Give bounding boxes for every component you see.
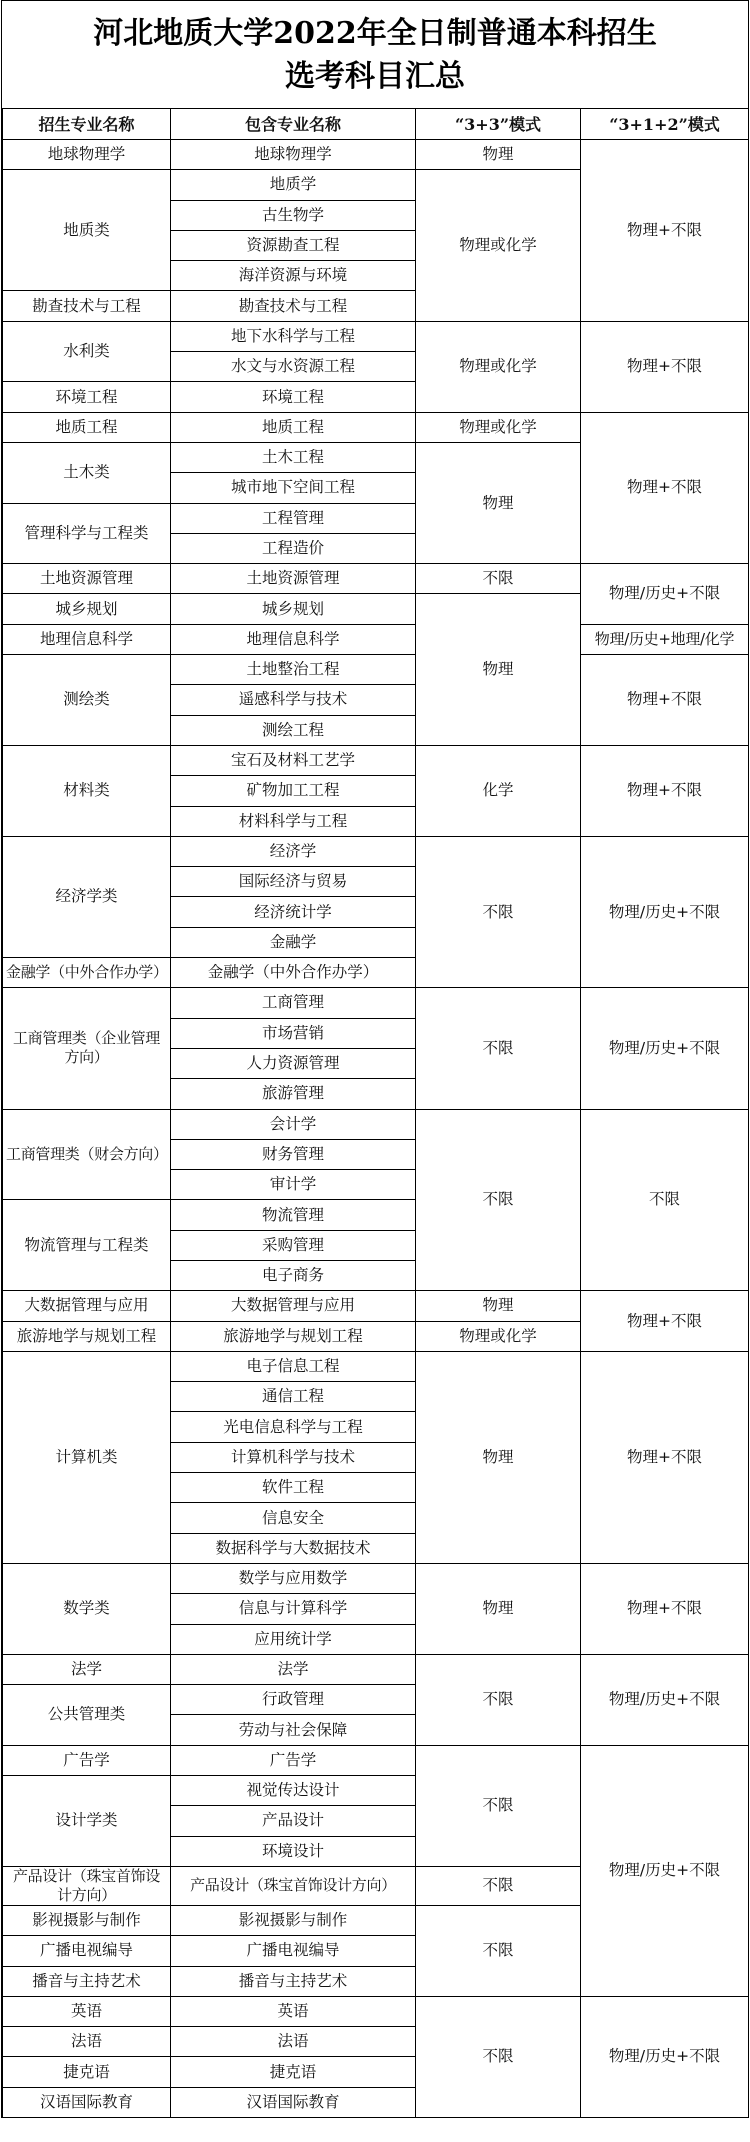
included-major-cell: 大数据管理与应用 (171, 1291, 416, 1321)
included-major-cell: 会计学 (171, 1109, 416, 1139)
enrollment-major-cell: 影视摄影与制作 (3, 1905, 171, 1935)
mode-3plus1plus2-cell: 物理/历史+不限 (581, 564, 749, 625)
enrollment-major-cell: 管理科学与工程类 (3, 503, 171, 564)
included-major-cell: 数据科学与大数据技术 (171, 1533, 416, 1563)
enrollment-major-cell: 土地资源管理 (3, 564, 171, 594)
enrollment-major-cell: 勘查技术与工程 (3, 291, 171, 321)
header-included-majors: 包含专业名称 (171, 109, 416, 140)
included-major-cell: 金融学 (171, 927, 416, 957)
enrollment-major-cell: 水利类 (3, 321, 171, 382)
enrollment-major-cell: 地球物理学 (3, 140, 171, 170)
mode-3plus1plus2-cell: 物理/历史+地理/化学 (581, 624, 749, 654)
mode-3plus3-cell: 不限 (416, 1996, 581, 2117)
mode-3plus3-cell: 不限 (416, 1866, 581, 1905)
mode-3plus1plus2-cell: 不限 (581, 1109, 749, 1291)
included-major-cell: 产品设计（珠宝首饰设计方向） (171, 1866, 416, 1905)
mode-3plus3-cell: 不限 (416, 564, 581, 594)
included-major-cell: 影视摄影与制作 (171, 1905, 416, 1935)
enrollment-major-cell: 工商管理类（财会方向） (3, 1109, 171, 1200)
table-row (3, 655, 749, 685)
mode-3plus3-cell: 物理或化学 (416, 412, 581, 442)
enrollment-major-cell: 广告学 (3, 1745, 171, 1775)
mode-3plus3-cell: 物理 (416, 442, 581, 563)
table-row (3, 988, 749, 1018)
enrollment-major-cell: 捷克语 (3, 2057, 171, 2087)
included-major-cell: 水文与水资源工程 (171, 352, 416, 382)
included-major-cell: 计算机科学与技术 (171, 1442, 416, 1472)
mode-3plus3-cell: 物理或化学 (416, 170, 581, 321)
included-major-cell: 英语 (171, 1996, 416, 2026)
table-row (3, 1563, 749, 1593)
table-row (3, 412, 749, 442)
included-major-cell: 工程管理 (171, 503, 416, 533)
enrollment-major-cell: 经济学类 (3, 836, 171, 957)
enrollment-major-cell: 公共管理类 (3, 1685, 171, 1746)
enrollment-major-cell: 环境工程 (3, 382, 171, 412)
included-major-cell: 环境设计 (171, 1836, 416, 1866)
mode-3plus3-cell: 物理 (416, 1563, 581, 1654)
included-major-cell: 财务管理 (171, 1139, 416, 1169)
included-major-cell: 市场营销 (171, 1018, 416, 1048)
mode-3plus1plus2-cell: 物理+不限 (581, 1351, 749, 1563)
mode-3plus1plus2-cell: 物理/历史+不限 (581, 988, 749, 1109)
table-row (3, 1654, 749, 1684)
enrollment-major-cell: 城乡规划 (3, 594, 171, 624)
table-row (3, 1291, 749, 1321)
included-major-cell: 土木工程 (171, 442, 416, 472)
title-line-1: 河北地质大学2022年全日制普通本科招生 (93, 15, 657, 51)
included-major-cell: 通信工程 (171, 1382, 416, 1412)
mode-3plus3-cell: 不限 (416, 1905, 581, 1996)
enrollment-major-cell: 金融学（中外合作办学） (3, 958, 171, 988)
included-major-cell: 海洋资源与环境 (171, 261, 416, 291)
mode-3plus3-cell: 物理 (416, 1351, 581, 1563)
included-major-cell: 视觉传达设计 (171, 1776, 416, 1806)
included-major-cell: 国际经济与贸易 (171, 867, 416, 897)
enrollment-major-cell: 旅游地学与规划工程 (3, 1321, 171, 1351)
mode-3plus1plus2-cell: 物理/历史+不限 (581, 1996, 749, 2117)
enrollment-major-cell: 汉语国际教育 (3, 2087, 171, 2117)
enrollment-major-cell: 地质类 (3, 170, 171, 291)
enrollment-major-cell: 土木类 (3, 442, 171, 503)
included-major-cell: 法语 (171, 2027, 416, 2057)
included-major-cell: 城市地下空间工程 (171, 473, 416, 503)
mode-3plus1plus2-cell: 物理+不限 (581, 412, 749, 563)
included-major-cell: 地球物理学 (171, 140, 416, 170)
mode-3plus1plus2-cell: 物理+不限 (581, 745, 749, 836)
included-major-cell: 电子信息工程 (171, 1351, 416, 1381)
enrollment-major-cell: 材料类 (3, 745, 171, 836)
included-major-cell: 广播电视编导 (171, 1936, 416, 1966)
table-row (3, 564, 749, 594)
included-major-cell: 软件工程 (171, 1473, 416, 1503)
enrollment-major-cell: 地理信息科学 (3, 624, 171, 654)
included-major-cell: 工商管理 (171, 988, 416, 1018)
included-major-cell: 光电信息科学与工程 (171, 1412, 416, 1442)
enrollment-major-cell: 计算机类 (3, 1351, 171, 1563)
included-major-cell: 电子商务 (171, 1260, 416, 1290)
included-major-cell: 宝石及材料工艺学 (171, 745, 416, 775)
table-row (3, 624, 749, 654)
enrollment-major-cell: 工商管理类（企业管理方向） (3, 988, 171, 1109)
included-major-cell: 金融学（中外合作办学） (171, 958, 416, 988)
enrollment-major-cell: 播音与主持艺术 (3, 1966, 171, 1996)
included-major-cell: 物流管理 (171, 1200, 416, 1230)
included-major-cell: 采购管理 (171, 1230, 416, 1260)
mode-3plus3-cell: 物理 (416, 140, 581, 170)
included-major-cell: 旅游管理 (171, 1079, 416, 1109)
document-title (2, 0, 748, 108)
included-major-cell: 行政管理 (171, 1685, 416, 1715)
mode-3plus1plus2-cell: 物理+不限 (581, 321, 749, 412)
table-row (3, 1745, 749, 1775)
mode-3plus3-cell: 物理或化学 (416, 1321, 581, 1351)
mode-3plus1plus2-cell: 物理+不限 (581, 140, 749, 322)
included-major-cell: 环境工程 (171, 382, 416, 412)
table-row (3, 1996, 749, 2026)
enrollment-major-cell: 大数据管理与应用 (3, 1291, 171, 1321)
enrollment-major-cell: 物流管理与工程类 (3, 1200, 171, 1291)
mode-3plus3-cell: 物理 (416, 594, 581, 745)
table-row (3, 745, 749, 775)
document-page (1, 0, 749, 2118)
included-major-cell: 资源勘查工程 (171, 230, 416, 260)
table-row (3, 321, 749, 351)
enrollment-major-cell: 法学 (3, 1654, 171, 1684)
table-body (3, 140, 749, 2118)
enrollment-major-cell: 英语 (3, 1996, 171, 2026)
mode-3plus1plus2-cell: 物理+不限 (581, 655, 749, 746)
table-row (3, 1351, 749, 1381)
mode-3plus3-cell: 物理 (416, 1291, 581, 1321)
mode-3plus1plus2-cell: 物理/历史+不限 (581, 836, 749, 987)
table-row (3, 1109, 749, 1139)
included-major-cell: 城乡规划 (171, 594, 416, 624)
mode-3plus3-cell: 不限 (416, 1654, 581, 1745)
included-major-cell: 地下水科学与工程 (171, 321, 416, 351)
included-major-cell: 工程造价 (171, 533, 416, 563)
included-major-cell: 地质学 (171, 170, 416, 200)
enrollment-major-cell: 测绘类 (3, 655, 171, 746)
included-major-cell: 审计学 (171, 1170, 416, 1200)
header-3plus1plus2-mode: “3+1+2”模式 (581, 109, 749, 140)
mode-3plus1plus2-cell: 物理+不限 (581, 1563, 749, 1654)
included-major-cell: 材料科学与工程 (171, 806, 416, 836)
included-major-cell: 地质工程 (171, 412, 416, 442)
table-row (3, 836, 749, 866)
included-major-cell: 古生物学 (171, 200, 416, 230)
mode-3plus1plus2-cell: 物理/历史+不限 (581, 1654, 749, 1745)
mode-3plus3-cell: 不限 (416, 1109, 581, 1291)
enrollment-major-cell: 地质工程 (3, 412, 171, 442)
enrollment-major-cell: 法语 (3, 2027, 171, 2057)
mode-3plus3-cell: 物理或化学 (416, 321, 581, 412)
included-major-cell: 劳动与社会保障 (171, 1715, 416, 1745)
included-major-cell: 播音与主持艺术 (171, 1966, 416, 1996)
mode-3plus1plus2-cell: 物理/历史+不限 (581, 1745, 749, 1996)
mode-3plus3-cell: 不限 (416, 988, 581, 1109)
included-major-cell: 信息安全 (171, 1503, 416, 1533)
included-major-cell: 勘查技术与工程 (171, 291, 416, 321)
mode-3plus3-cell: 化学 (416, 745, 581, 836)
enrollment-major-cell: 产品设计（珠宝首饰设计方向） (3, 1866, 171, 1905)
mode-3plus1plus2-cell: 物理+不限 (581, 1291, 749, 1352)
included-major-cell: 广告学 (171, 1745, 416, 1775)
included-major-cell: 捷克语 (171, 2057, 416, 2087)
table-header-row (3, 109, 749, 140)
included-major-cell: 土地整治工程 (171, 655, 416, 685)
title-line-2: 选考科目汇总 (285, 58, 465, 94)
included-major-cell: 信息与计算科学 (171, 1594, 416, 1624)
header-3plus3-mode: “3+3”模式 (416, 109, 581, 140)
included-major-cell: 汉语国际教育 (171, 2087, 416, 2117)
enrollment-major-cell: 广播电视编导 (3, 1936, 171, 1966)
included-major-cell: 经济统计学 (171, 897, 416, 927)
included-major-cell: 土地资源管理 (171, 564, 416, 594)
included-major-cell: 遥感科学与技术 (171, 685, 416, 715)
mode-3plus3-cell: 不限 (416, 836, 581, 987)
included-major-cell: 测绘工程 (171, 715, 416, 745)
included-major-cell: 数学与应用数学 (171, 1563, 416, 1593)
enrollment-major-cell: 数学类 (3, 1563, 171, 1654)
included-major-cell: 产品设计 (171, 1806, 416, 1836)
subject-requirements-table (2, 108, 749, 2118)
included-major-cell: 法学 (171, 1654, 416, 1684)
included-major-cell: 旅游地学与规划工程 (171, 1321, 416, 1351)
included-major-cell: 矿物加工工程 (171, 776, 416, 806)
included-major-cell: 人力资源管理 (171, 1048, 416, 1078)
included-major-cell: 经济学 (171, 836, 416, 866)
table-row (3, 140, 749, 170)
included-major-cell: 应用统计学 (171, 1624, 416, 1654)
header-enrollment-major: 招生专业名称 (3, 109, 171, 140)
mode-3plus3-cell: 不限 (416, 1745, 581, 1866)
enrollment-major-cell: 设计学类 (3, 1776, 171, 1867)
included-major-cell: 地理信息科学 (171, 624, 416, 654)
